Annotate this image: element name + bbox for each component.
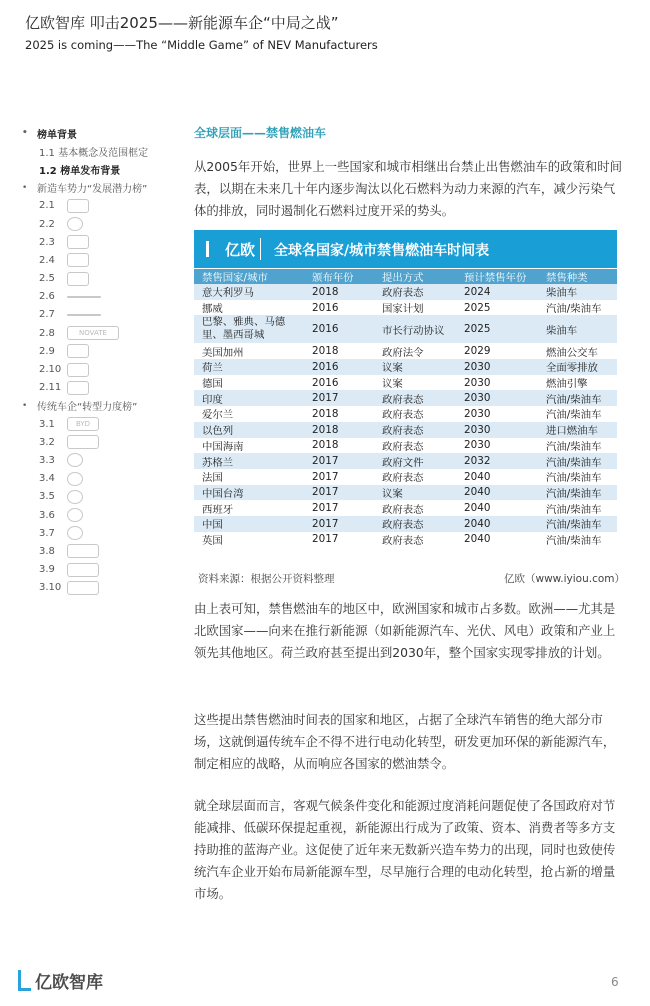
brand-logo-icon [67,296,101,298]
intro-paragraph: 从2005年开始，世界上一些国家和城市相继出台禁止出售燃油车的政策和时间表，以期在未来几十年内逐步淘汰以化石燃料为动力来源的汽车，减少污染气体的排放，同时遏制化石燃料过度开采的势头。 [194,159,623,218]
table-cell: 政府表态 [374,422,456,438]
table-cell: 挪威 [202,303,223,316]
brand-logo-icon: BYD [67,417,99,431]
source-credit: 亿欧（www.iyiou.com） [504,573,626,585]
table-cell: 2040 [464,502,491,515]
table-row [194,406,617,422]
table-cell: 2030 [456,390,538,406]
toc-brand-item[interactable] [22,542,182,560]
toc-subsection[interactable] [22,160,182,178]
toc-brand-item[interactable] [22,342,182,360]
ban-timeline-table [194,269,617,547]
table-cell: 2018 [304,284,374,300]
table-cell: 柴油车 [538,315,617,343]
footer-logo: 亿欧智库 [18,968,103,993]
table-cell: 巴黎、雅典、马德里、墨西哥城 [194,315,304,343]
table-cell: 2017 [304,453,374,469]
toc-brand-item[interactable] [22,470,182,488]
brand-logo-icon [67,314,101,316]
analysis-paragraph-3: 就全球层面而言，客观气候条件变化和能源过度消耗问题促使了各国政府对节能减排、低碳环保提起重视，新能源出行成为了政策、资本、消费者等多方支持助推的蓝海产业。这促使了近年来无数新兴造车势力的出现，同时也致使传统汽车企业开始布局新能源车型，尽早施行合理的电动化转型，抢占新的增量市场。 [194,798,616,901]
table-cell: 汽油/柴油车 [546,440,602,453]
brand-logo-icon [67,235,89,249]
toc-number: 2.7 [39,309,55,321]
table-cell: 燃油引擎 [546,378,588,391]
toc-brand-item[interactable] [22,288,182,306]
table-cell: 燃油公交车 [546,346,598,359]
table-cell: 汽油/柴油车 [538,453,617,469]
table-cell: 2018 [312,439,339,452]
brand-logo-icon [67,526,83,540]
toc-label: 1.2 榜单发布背景 [39,165,121,177]
toc-number: 3.9 [39,564,55,576]
table-cell: 汽油/柴油车 [546,534,602,547]
toc-number: 3.1 [39,418,55,430]
toc-brand-item[interactable] [22,360,182,378]
section-title: 全球层面——禁售燃油车 [194,126,327,140]
toc-brand-item[interactable] [22,433,182,451]
toc-number: 2.1 [39,200,55,212]
toc-number: 3.3 [39,454,55,466]
toc-brand-item[interactable] [22,506,182,524]
table-cell: 德国 [202,378,223,391]
table-cell: 2040 [456,485,538,501]
brand-logo-icon [67,363,89,377]
table-cell: 汽油/柴油车 [546,303,602,316]
toc-section[interactable] [22,179,182,197]
toc-number: 2.10 [39,364,62,376]
brand-logo-icon [67,381,89,395]
toc-subsection[interactable] [22,142,182,160]
table-cell: 2017 [304,390,374,406]
title-separator [260,238,261,260]
table-cell: 政府文件 [374,453,456,469]
table-cell: 汽油/柴油车 [538,516,617,532]
table-cell: 进口燃油车 [538,422,617,438]
table-cell: 汽油/柴油车 [546,409,602,422]
table-cell: 国家计划 [382,303,424,316]
table-cell: 2016 [304,359,374,375]
toc-brand-item[interactable] [22,324,182,342]
toc-brand-item[interactable] [22,215,182,233]
table-cell: 2030 [456,359,538,375]
table-row [194,300,617,316]
table-cell: 2040 [456,516,538,532]
table-cell: 2040 [464,470,491,483]
column-header: 禁售种类 [538,269,617,284]
table-cell: 汽油/柴油车 [546,503,602,516]
table-row [194,375,617,391]
table-title: 全球各国家/城市禁售燃油车时间表 [274,243,490,259]
table-cell: 2017 [312,470,339,483]
brand-logo-icon [67,344,89,358]
brand-logo-icon [67,508,83,522]
brand-logo-icon [67,199,89,213]
table-cell: 中国 [194,516,304,532]
table-cell: 2030 [456,422,538,438]
table-cell: 2017 [304,516,374,532]
page-number: 6 [611,975,619,989]
toc-brand-item[interactable] [22,488,182,506]
brand-logo-icon [67,453,83,467]
table-cell: 荷兰 [194,359,304,375]
table-cell: 2030 [464,376,491,389]
analysis-paragraph-2: 这些提出禁售燃油时间表的国家和地区，占据了全球汽车销售的绝大部分市场，这就倒逼传统车企不得不进行电动化转型，研发更加环保的新能源汽车，制定相应的战略，从而响应各国家的燃油禁令。 [194,712,616,771]
table-row [194,315,617,343]
bullet-icon: • [22,182,28,193]
toc-brand-item[interactable] [22,415,182,433]
table-cell: 政府表态 [382,409,424,422]
brand-logo-icon [67,544,99,558]
table-cell: 政府表态 [374,516,456,532]
table-cell: 2018 [304,422,374,438]
column-header: 预计禁售年份 [456,269,538,284]
column-header: 提出方式 [374,269,456,284]
brand-mark-icon [18,970,31,991]
toc-number: 3.8 [39,545,55,557]
brand-logo-icon [67,490,83,504]
toc-label: 1.1 基本概念及范围框定 [39,147,149,159]
table-row [194,284,617,300]
brand-logo-icon [67,272,89,286]
table-cell: 以色列 [194,422,304,438]
toc-number: 3.10 [39,582,62,594]
table-cell: 英国 [202,534,223,547]
table-cell: 政府表态 [374,390,456,406]
toc-brand-item[interactable] [22,251,182,269]
toc-number: 2.4 [39,254,55,266]
table-cell: 苏格兰 [194,453,304,469]
table-cell: 2025 [456,315,538,343]
table-cell: 政府表态 [382,440,424,453]
column-header: 颁布年份 [304,269,374,284]
toc-brand-item[interactable] [22,306,182,324]
table-cell: 政府表态 [382,472,424,485]
brand-logo-icon [67,217,83,231]
table-cell: 西班牙 [202,503,234,516]
table-row [194,516,617,532]
table-cell: 2017 [304,485,374,501]
toc-number: 3.5 [39,491,55,503]
table-cell: 2040 [464,533,491,546]
toc-brand-item[interactable] [22,233,182,251]
table-cell: 美国加州 [202,346,244,359]
toc-brand-item[interactable] [22,451,182,469]
table-cell: 2029 [464,345,491,358]
table-cell: 法国 [202,472,223,485]
toc-section[interactable] [22,124,182,142]
table-cell: 2018 [312,407,339,420]
toc-number: 3.2 [39,436,55,448]
toc-brand-item[interactable] [22,579,182,597]
toc-brand-item[interactable] [22,197,182,215]
table-cell: 2030 [464,407,491,420]
table-brand-logo: 亿欧 [206,239,255,260]
table-cell: 政府表态 [382,534,424,547]
table-cell: 2017 [312,502,339,515]
source-note: 资料来源：根据公开资料整理 [198,573,335,585]
column-header: 禁售国家/城市 [194,269,304,284]
table-cell: 2030 [464,439,491,452]
toc-section[interactable] [22,397,182,415]
table-title-bar [194,230,617,268]
table-cell: 2017 [312,533,339,546]
bullet-icon: • [22,128,28,139]
bullet-icon: • [22,400,28,411]
table-row [194,343,617,359]
table-row [194,390,617,406]
brand-logo-icon: NOVATE [67,326,119,340]
table-cell: 2016 [312,301,339,314]
table-row [194,422,617,438]
toc-number: 2.2 [39,218,55,230]
table-cell: 汽油/柴油车 [538,485,617,501]
toc-brand-item[interactable] [22,561,182,579]
table-cell: 中国海南 [202,440,244,453]
table-row [194,485,617,501]
table-row [194,359,617,375]
table-cell: 市长行动协议 [374,315,456,343]
report-subtitle: 2025 is coming——The “Middle Game” of NEV Manufacturers [25,38,378,52]
toc-number: 3.7 [39,527,55,539]
table-cell: 2018 [312,345,339,358]
table-cell: 政府表态 [382,503,424,516]
table-cell: 政府表态 [374,284,456,300]
table-cell: 议案 [374,359,456,375]
table-row [194,453,617,469]
brand-logo-icon [67,253,89,267]
table-cell: 柴油车 [538,284,617,300]
table-cell: 议案 [382,378,403,391]
toc-label: 榜单背景 [37,129,77,141]
table-cell: 意大利罗马 [194,284,304,300]
toc-number: 2.9 [39,345,55,357]
table-cell: 中国台湾 [194,485,304,501]
brand-logo-icon [67,563,99,577]
table-cell: 2024 [456,284,538,300]
toc-number: 3.6 [39,509,55,521]
toc-brand-item[interactable] [22,270,182,288]
table-cell: 汽油/柴油车 [546,472,602,485]
toc-brand-item[interactable] [22,379,182,397]
brand-logo-icon [67,581,99,595]
brand-logo-icon [67,435,99,449]
table-cell: 印度 [194,390,304,406]
table-cell: 政府法令 [382,346,424,359]
table-cell: 汽油/柴油车 [538,390,617,406]
table-of-contents [22,124,182,597]
toc-label: 传统车企“转型力度榜” [37,402,138,414]
table-cell: 2032 [456,453,538,469]
analysis-paragraph-1: 由上表可知，禁售燃油车的地区中，欧洲国家和城市占多数。欧洲——尤其是北欧国家——向来在推行新能源（如新能源汽车、光伏、风电）政策和产业上领先其他地区。荷兰政府甚至提出到2030年，整个国家实现零排放的计划。 [194,601,616,660]
toc-number: 2.5 [39,273,55,285]
toc-number: 2.3 [39,236,55,248]
table-cell: 2016 [312,376,339,389]
table-cell: 2025 [464,301,491,314]
table-row [194,500,617,516]
table-cell: 爱尔兰 [202,409,234,422]
toc-number: 2.8 [39,327,55,339]
table-row [194,438,617,454]
toc-brand-item[interactable] [22,524,182,542]
table-cell: 2016 [304,315,374,343]
toc-number: 2.6 [39,291,55,303]
brand-logo-icon [67,472,83,486]
table-row [194,532,617,548]
toc-label: 新造车势力“发展潜力榜” [37,184,148,196]
toc-number: 3.4 [39,473,55,485]
report-title: 亿欧智库 叩击2025——新能源车企“中局之战” [25,14,339,32]
table-cell: 全面零排放 [538,359,617,375]
table-row [194,469,617,485]
table-cell: 议案 [374,485,456,501]
toc-number: 2.11 [39,382,62,394]
